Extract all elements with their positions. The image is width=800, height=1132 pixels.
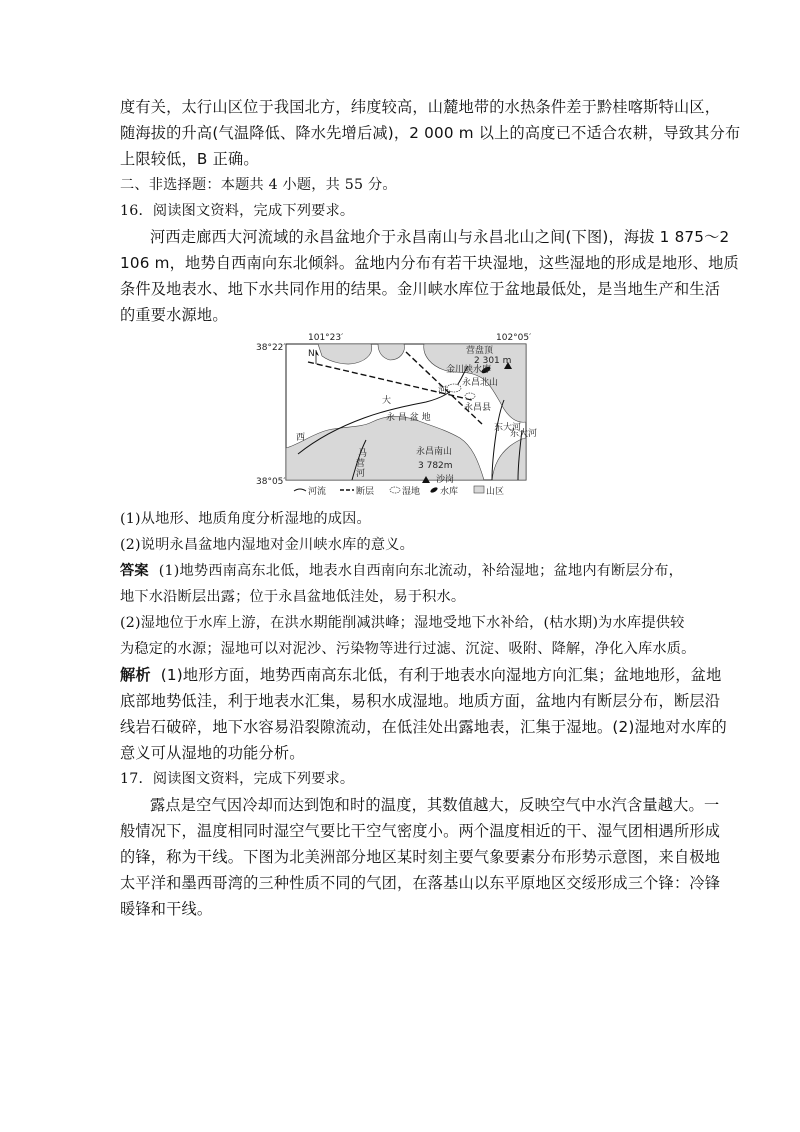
intro-paragraph [120,94,741,172]
text-line: 条件及地表水、地下水共同作用的结果。金川峡水库位于盆地最低处，是当地生产和生活 [120,280,721,298]
place-label: 西 [296,433,306,443]
text-line: 太平洋和墨西哥湾的三种性质不同的气团，在落基山以东平原地区交绥形成三个锋：冷锋 [120,874,721,892]
analysis-label: 解析 [120,666,151,684]
text-line: 随海拔的升高(气温降低、降水先增后减)，2 000 m 以上的高度已不适合农耕，导致其分布 [120,124,741,142]
q16-answer [120,558,695,662]
text-line: 地下水沿断层出露；位于永昌盆地低洼处，易于积水。 [120,589,466,605]
wetland-area [447,384,461,392]
document-page [120,94,741,922]
text-line: 的锋，称为干线。下图为北美洲部分地区某时刻主要气象要素分布形势示意图，来自极地 [120,848,721,866]
place-label: 2 301 m [474,356,512,366]
place-label: 永昌北山 [462,378,499,388]
place-label: 营 [356,459,366,469]
answer-label: 答案 [120,563,149,579]
place-label: 河 [356,469,366,479]
q16-questions [120,506,695,558]
place-label: 3 782m [418,461,453,471]
lon-right-label: 102°05′ [496,333,532,343]
legend-label: 断层 [356,487,375,496]
text-line: 106 m，地势自西南向东北倾斜。盆地内分布有若干块湿地，这些湿地的形成是地形、地质 [120,254,739,272]
text-line: 底部地势低洼，利于地表水汇集，易积水成湿地。地质方面，盆地内有断层分布，断层沿 [120,692,721,710]
text-line: 的重要水源地。 [120,306,228,324]
legend-label: 山区 [486,487,505,496]
sub-question: (1)从地形、地质角度分析湿地的成因。 [120,511,371,527]
legend-label: 湿地 [402,487,421,496]
wetland-area [465,393,475,399]
place-label: 永昌县 [464,403,492,413]
text-line: 线岩石破碎，地下水容易沿裂隙流动，在低洼处出露地表，汇集于湿地。(2)湿地对水库的 [120,718,727,736]
place-label: 东大河 [510,429,538,439]
legend-mountain-icon [474,486,484,493]
sub-question: (2)说明永昌盆地内湿地对金川峡水库的意义。 [120,537,415,553]
text-line: 河西走廊西大河流域的永昌盆地介于永昌南山与永昌北山之间(下图)，海拔 1 875～2 [150,228,730,246]
question-16-number: 16．阅读图文资料，完成下列要求。 [120,203,355,219]
lat-top-label: 38°22′ [256,343,286,353]
yongchang-basin-map [120,330,695,500]
q17-material [120,792,721,922]
text-line: (1)地势西南高东北低，地表水自西南向东北流动，补给湿地；盆地内有断层分布， [158,563,684,579]
lat-bottom-label: 38°05′ [256,477,286,487]
legend-wetland-icon [390,487,400,493]
text-line: 意义可从湿地的功能分析。 [120,744,305,762]
text-line: 为稳定的水源；湿地可以对泥沙、污染物等进行过滤、沉淀、吸附、降解，净化入库水质。 [120,641,696,657]
place-label: 沙岗 [436,475,455,485]
legend-reservoir-icon [430,486,439,493]
place-label: 永 昌 盆 地 [386,413,431,423]
north-label: N [308,349,315,359]
text-line: (2)湿地位于水库上游，在洪水期能削减洪峰；湿地受地下水补给，(枯水期)为水库提供较 [120,615,685,631]
map-figure [256,330,546,496]
legend-label: 水库 [440,487,459,496]
text-line: 上限较低，B 正确。 [120,150,259,168]
place-label: 马 [358,449,368,459]
place-label: 大 [382,396,392,406]
place-label: 河 [438,386,448,396]
q16-analysis [120,662,727,766]
text-line: (1)地形方面，地势西南高东北低，有利于地表水向湿地方向汇集；盆地地形，盆地 [160,666,722,684]
place-label: 金川峡水库 [446,365,492,375]
lon-left-label: 101°23′ [308,333,344,343]
question-17-number: 17．阅读图文资料，完成下列要求。 [120,771,355,787]
text-line: 般情况下，温度相同时湿空气要比干空气密度小。两个温度相近的干、湿气团相遇所形成 [120,822,721,840]
place-label: 营盘顶 [466,346,494,356]
section-heading: 二、非选择题：本题共 4 小题，共 55 分。 [120,177,397,193]
legend-river-icon [294,489,306,491]
legend-label: 河流 [308,487,327,496]
map-legend [294,485,504,496]
place-label: 永昌南山 [416,447,453,457]
q16-material [120,224,739,328]
place-label: 东大河 [494,423,522,433]
text-line: 暖锋和干线。 [120,900,213,918]
text-line: 度有关，太行山区位于我国北方，纬度较高，山麓地带的水热条件差于黔桂喀斯特山区， [120,98,721,116]
text-line: 露点是空气因冷却而达到饱和时的温度，其数值越大，反映空气中水汽含量越大。一 [150,796,720,814]
